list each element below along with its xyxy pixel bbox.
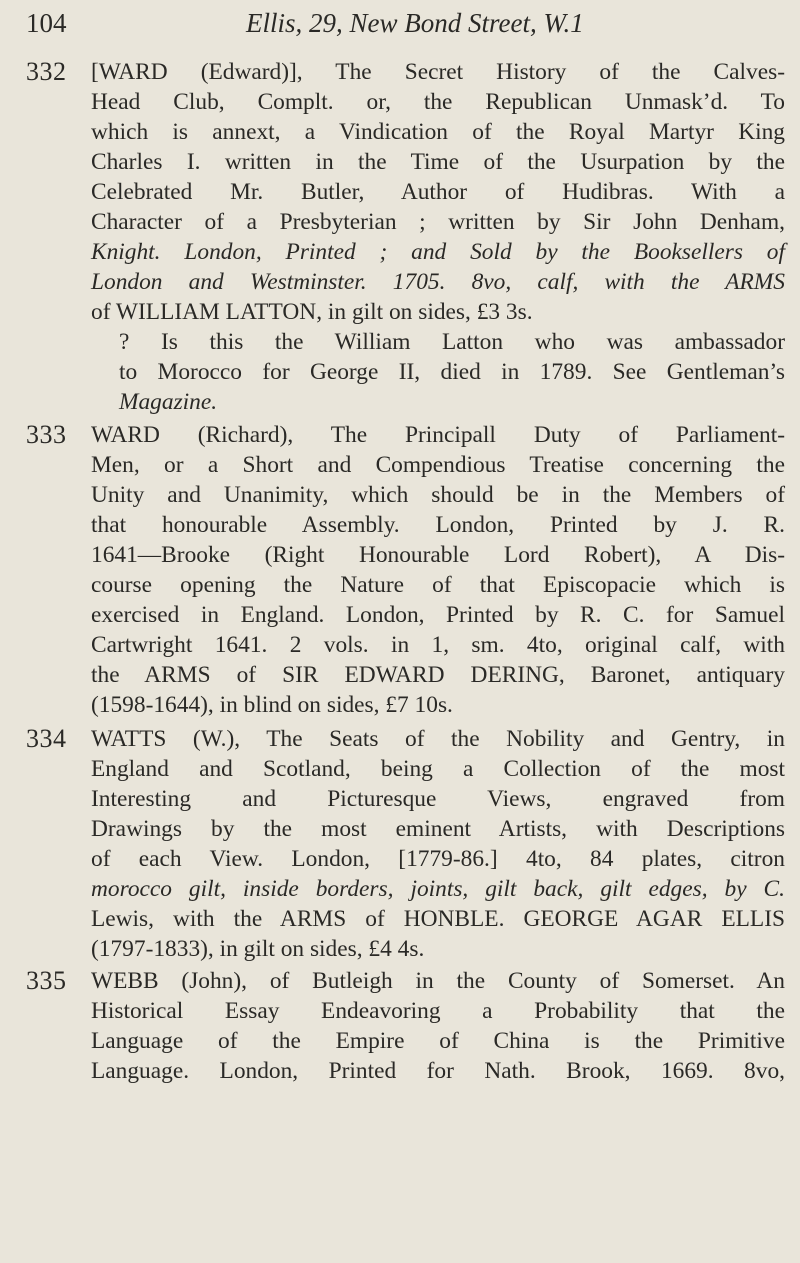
entry-line: morocco gilt, inside borders, joints, gilt back, gilt edges, by C.	[91, 876, 785, 902]
entry-line: course opening the Nature of that Episcopacie which is	[91, 572, 785, 598]
entry-line: England and Scotland, being a Collection of the most	[91, 756, 785, 782]
entry-line: WARD (Richard), The Principall Duty of Parliament-	[91, 422, 785, 448]
entry-line: Men, or a Short and Compendious Treatise concerning the	[91, 452, 785, 478]
entry-line: [WARD (Edward)], The Secret History of the Calves-	[91, 59, 785, 85]
entry-text	[91, 57, 785, 417]
entry-line: Head Club, Complt. or, the Republican Unmask’d. To	[91, 89, 785, 115]
entry-line: Lewis, with the ARMS of HONBLE. GEORGE AGAR ELLIS	[91, 906, 785, 932]
entry-line: (1797-1833), in gilt on sides, £4 4s.	[91, 936, 425, 962]
entry-line: which is annext, a Vindication of the Royal Martyr King	[91, 119, 785, 145]
entry-line: of each View. London, [1779-86.] 4to, 84 plates, citron	[91, 846, 785, 872]
entry-line: London and Westminster. 1705. 8vo, calf, with the ARMS	[91, 269, 785, 295]
entry-note-line: Magazine.	[119, 389, 218, 415]
entry-line: Interesting and Picturesque Views, engraved from	[91, 786, 785, 812]
entry-text	[91, 420, 785, 720]
entry-line: Cartwright 1641. 2 vols. in 1, sm. 4to, original calf, with	[91, 632, 785, 658]
entry-line: 1641—Brooke (Right Honourable Lord Robert), A Dis-	[91, 542, 785, 568]
entry-line: WATTS (W.), The Seats of the Nobility and Gentry, in	[91, 726, 785, 752]
entry-line: of WILLIAM LATTON, in gilt on sides, £3 3s.	[91, 299, 533, 325]
entry-line: Unity and Unanimity, which should be in the Members of	[91, 482, 785, 508]
entry-note-line: to Morocco for George II, died in 1789. See Gentleman’s	[119, 359, 785, 385]
entry-line: the ARMS of SIR EDWARD DERING, Baronet, antiquary	[91, 662, 785, 688]
entry-line: Celebrated Mr. Butler, Author of Hudibras. With a	[91, 179, 785, 205]
entry-text	[91, 966, 785, 1086]
entry-line: Character of a Presbyterian ; written by Sir John Denham,	[91, 209, 785, 235]
header-title: Ellis, 29, New Bond Street, W.1	[246, 8, 584, 38]
entry-line: Language of the Empire of China is the Primitive	[91, 1028, 785, 1054]
entry-line: Historical Essay Endeavoring a Probability that the	[91, 998, 785, 1024]
entry-line: WEBB (John), of Butleigh in the County of Somerset. An	[91, 968, 785, 994]
entry-number: 334	[26, 724, 67, 753]
running-head	[0, 8, 800, 48]
entry-line: that honourable Assembly. London, Printed by J. R.	[91, 512, 785, 538]
entry-line: Drawings by the most eminent Artists, with Descriptions	[91, 816, 785, 842]
entry-line: Language. London, Printed for Nath. Brook, 1669. 8vo,	[91, 1058, 785, 1084]
entry-line: exercised in England. London, Printed by R. C. for Samuel	[91, 602, 785, 628]
entry-number: 333	[26, 420, 67, 449]
entry-line: (1598-1644), in blind on sides, £7 10s.	[91, 692, 453, 718]
entry-number: 335	[26, 966, 67, 995]
page-number: 104	[26, 8, 67, 38]
entry-text	[91, 724, 785, 964]
entry-line: Charles I. written in the Time of the Usurpation by the	[91, 149, 785, 175]
entry-note-line: ? Is this the William Latton who was ambassador	[119, 329, 785, 355]
entry-number: 332	[26, 57, 67, 86]
entry-line: Knight. London, Printed ; and Sold by the Booksellers of	[91, 239, 785, 265]
